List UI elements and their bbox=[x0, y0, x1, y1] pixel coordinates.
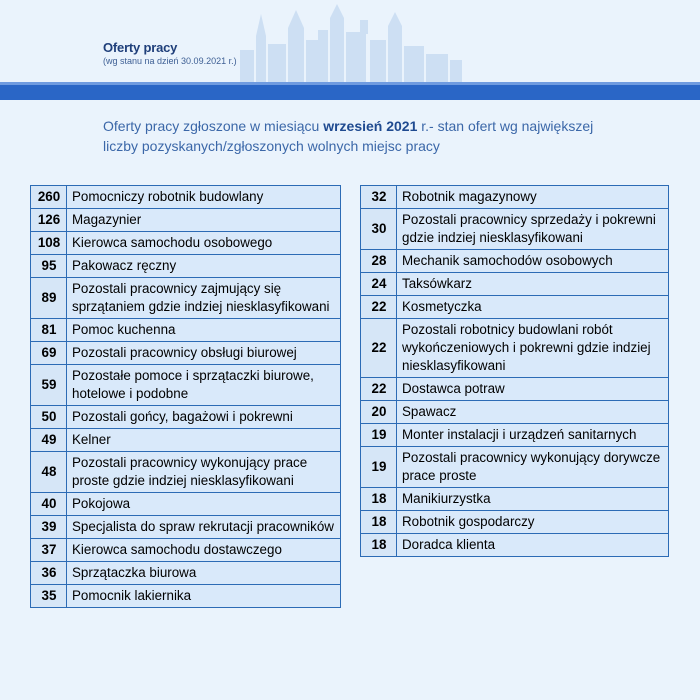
offer-count: 32 bbox=[361, 186, 397, 209]
table-row bbox=[31, 186, 341, 209]
table-row bbox=[31, 278, 341, 319]
page-title: Oferty pracy bbox=[103, 40, 178, 55]
table-row bbox=[31, 209, 341, 232]
table-row bbox=[31, 406, 341, 429]
header-bar bbox=[0, 85, 700, 100]
table-row bbox=[361, 296, 669, 319]
table-row bbox=[361, 424, 669, 447]
intro-prefix: Oferty pracy zgłoszone w miesiącu bbox=[103, 118, 324, 134]
table-row bbox=[31, 319, 341, 342]
offer-count: 37 bbox=[31, 539, 67, 562]
table-row bbox=[361, 250, 669, 273]
intro-line2: liczby pozyskanych/zgłoszonych wolnych miejsc pracy bbox=[103, 138, 440, 154]
occupation-name: Robotnik magazynowy bbox=[397, 186, 669, 209]
intro-text bbox=[103, 116, 663, 156]
occupation-name: Pozostali robotnicy budowlani robót wykończeniowych i pokrewni gdzie indziej niesklasyfikowani bbox=[397, 319, 669, 378]
occupation-name: Kierowca samochodu dostawczego bbox=[67, 539, 341, 562]
page-subtitle: (wg stanu na dzień 30.09.2021 r.) bbox=[103, 56, 237, 66]
table-row bbox=[31, 429, 341, 452]
occupation-name: Pomoc kuchenna bbox=[67, 319, 341, 342]
occupation-name: Pozostałe pomoce i sprzątaczki biurowe, hotelowe i podobne bbox=[67, 365, 341, 406]
offer-count: 89 bbox=[31, 278, 67, 319]
table-row bbox=[31, 342, 341, 365]
table-row bbox=[361, 319, 669, 378]
offer-count: 108 bbox=[31, 232, 67, 255]
offer-count: 22 bbox=[361, 319, 397, 378]
occupation-name: Mechanik samochodów osobowych bbox=[397, 250, 669, 273]
occupation-name: Manikiurzystka bbox=[397, 488, 669, 511]
occupation-name: Pomocniczy robotnik budowlany bbox=[67, 186, 341, 209]
occupation-name: Pakowacz ręczny bbox=[67, 255, 341, 278]
table-row bbox=[31, 539, 341, 562]
table-row bbox=[31, 493, 341, 516]
occupation-name: Kierowca samochodu osobowego bbox=[67, 232, 341, 255]
offer-count: 18 bbox=[361, 488, 397, 511]
occupation-name: Doradca klienta bbox=[397, 534, 669, 557]
occupation-name: Pomocnik lakiernika bbox=[67, 585, 341, 608]
offer-count: 20 bbox=[361, 401, 397, 424]
table-row bbox=[361, 488, 669, 511]
occupation-name: Monter instalacji i urządzeń sanitarnych bbox=[397, 424, 669, 447]
table-row bbox=[361, 511, 669, 534]
offer-count: 39 bbox=[31, 516, 67, 539]
occupation-name: Robotnik gospodarczy bbox=[397, 511, 669, 534]
occupation-name: Taksówkarz bbox=[397, 273, 669, 296]
occupation-name: Specjalista do spraw rekrutacji pracowników bbox=[67, 516, 341, 539]
occupation-name: Dostawca potraw bbox=[397, 378, 669, 401]
table-row bbox=[31, 562, 341, 585]
occupation-name: Pokojowa bbox=[67, 493, 341, 516]
table-row bbox=[361, 534, 669, 557]
occupation-name: Pozostali pracownicy wykonujący dorywcze prace proste bbox=[397, 447, 669, 488]
offer-count: 24 bbox=[361, 273, 397, 296]
intro-suffix: r.- stan ofert wg największej bbox=[417, 118, 594, 134]
offer-count: 19 bbox=[361, 424, 397, 447]
offer-count: 35 bbox=[31, 585, 67, 608]
occupation-name: Pozostali pracownicy obsługi biurowej bbox=[67, 342, 341, 365]
intro-month: wrzesień 2021 bbox=[323, 118, 418, 134]
table-row bbox=[361, 209, 669, 250]
offer-count: 18 bbox=[361, 511, 397, 534]
occupation-name: Pozostali gońcy, bagażowi i pokrewni bbox=[67, 406, 341, 429]
occupation-name: Pozostali pracownicy wykonujący prace proste gdzie indziej niesklasyfikowani bbox=[67, 452, 341, 493]
offer-count: 95 bbox=[31, 255, 67, 278]
offer-count: 48 bbox=[31, 452, 67, 493]
page-header bbox=[0, 0, 700, 100]
offer-count: 49 bbox=[31, 429, 67, 452]
offer-count: 126 bbox=[31, 209, 67, 232]
offer-count: 22 bbox=[361, 378, 397, 401]
job-offers-table-left bbox=[30, 185, 341, 608]
offer-count: 28 bbox=[361, 250, 397, 273]
offer-count: 59 bbox=[31, 365, 67, 406]
table-row bbox=[31, 516, 341, 539]
offer-count: 260 bbox=[31, 186, 67, 209]
offer-count: 18 bbox=[361, 534, 397, 557]
table-row bbox=[361, 401, 669, 424]
offer-count: 69 bbox=[31, 342, 67, 365]
table-row bbox=[31, 255, 341, 278]
table-row bbox=[361, 186, 669, 209]
offer-count: 30 bbox=[361, 209, 397, 250]
offer-count: 36 bbox=[31, 562, 67, 585]
occupation-name: Spawacz bbox=[397, 401, 669, 424]
offer-count: 19 bbox=[361, 447, 397, 488]
offer-count: 40 bbox=[31, 493, 67, 516]
offer-count: 22 bbox=[361, 296, 397, 319]
table-row bbox=[361, 273, 669, 296]
table-row bbox=[361, 447, 669, 488]
occupation-name: Kelner bbox=[67, 429, 341, 452]
occupation-name: Kosmetyczka bbox=[397, 296, 669, 319]
table-row bbox=[31, 452, 341, 493]
table-row bbox=[31, 585, 341, 608]
table-row bbox=[31, 365, 341, 406]
offer-count: 81 bbox=[31, 319, 67, 342]
occupation-name: Sprzątaczka biurowa bbox=[67, 562, 341, 585]
table-row bbox=[361, 378, 669, 401]
occupation-name: Pozostali pracownicy zajmujący się sprzątaniem gdzie indziej niesklasyfikowani bbox=[67, 278, 341, 319]
occupation-name: Pozostali pracownicy sprzedaży i pokrewni gdzie indziej niesklasyfikowani bbox=[397, 209, 669, 250]
job-offers-table-right bbox=[360, 185, 669, 557]
offer-count: 50 bbox=[31, 406, 67, 429]
table-row bbox=[31, 232, 341, 255]
occupation-name: Magazynier bbox=[67, 209, 341, 232]
